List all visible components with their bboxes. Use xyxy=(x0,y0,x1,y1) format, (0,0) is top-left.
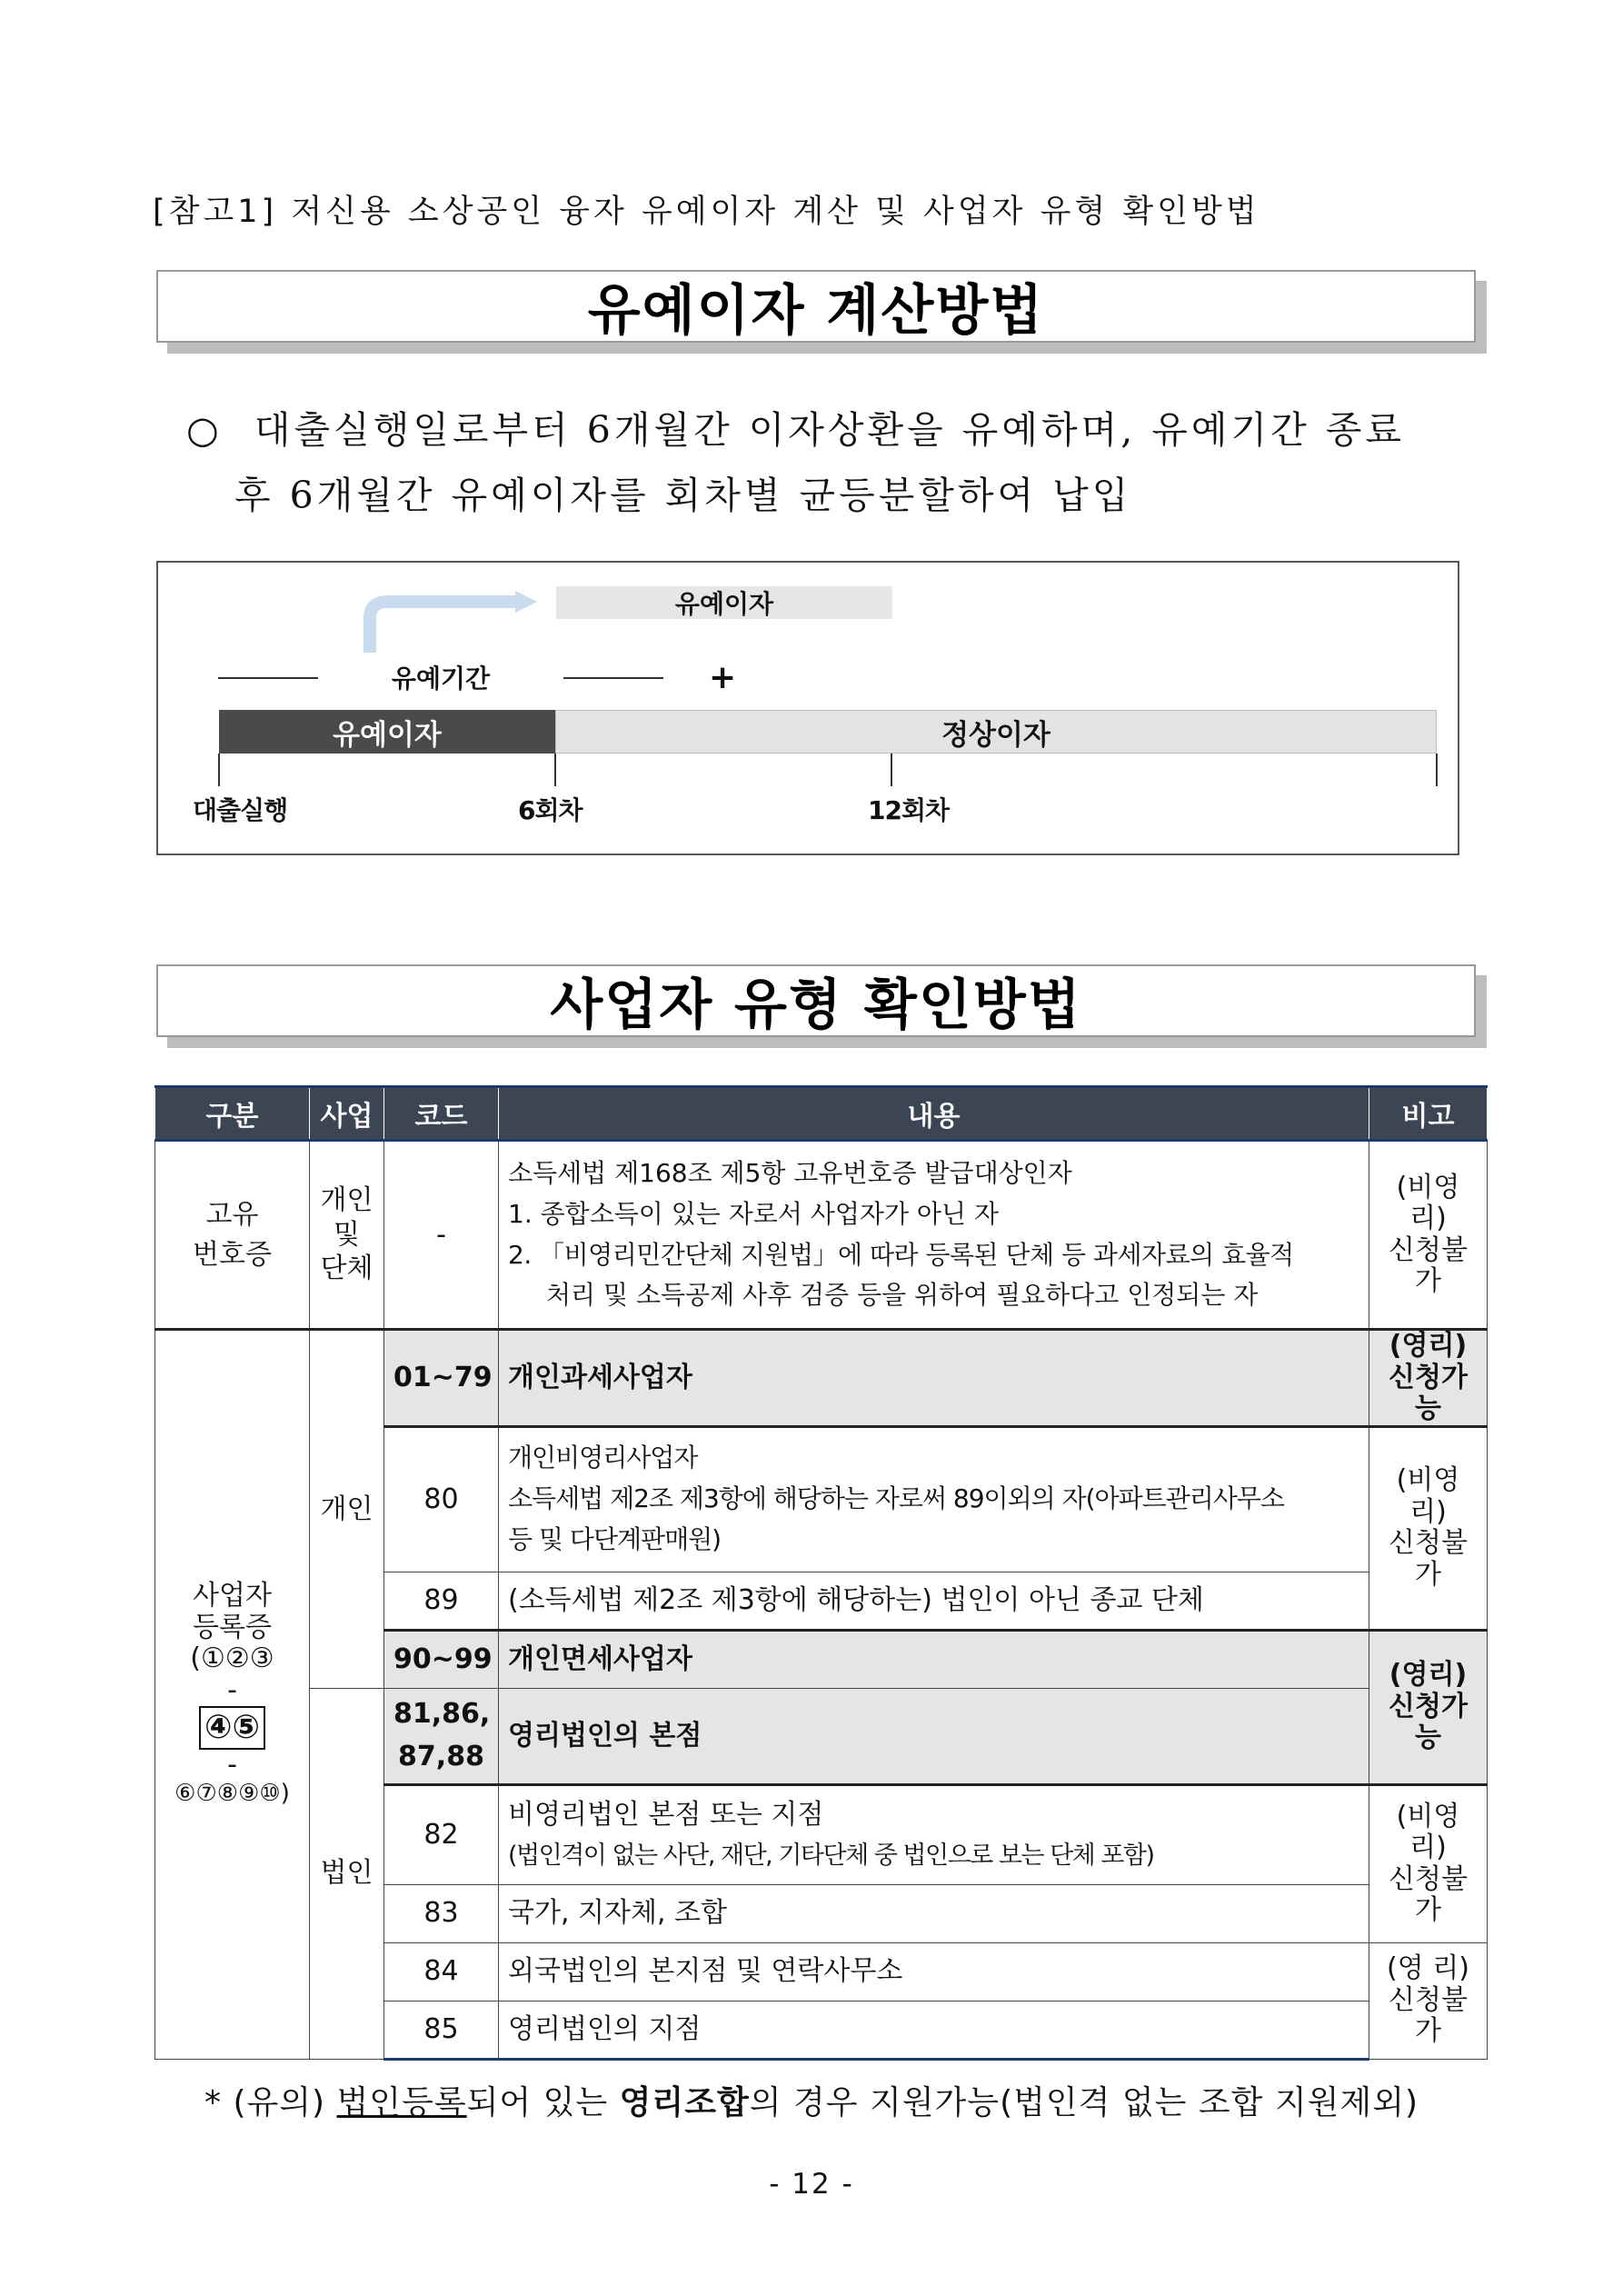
cell-line: 등 및 다단계판매원) xyxy=(508,1523,722,1554)
cell-line: - xyxy=(227,1748,237,1781)
code-cell: 84 xyxy=(384,1942,499,2001)
business-individual: 개인 xyxy=(310,1330,384,1689)
period-line-right xyxy=(563,677,663,679)
content-cell: 개인면세사업자 xyxy=(499,1630,1369,1688)
tick-start xyxy=(218,754,220,786)
header-business: 사업 xyxy=(310,1087,384,1141)
table-row xyxy=(155,1688,1488,1784)
table-header-row xyxy=(155,1087,1488,1141)
note-cell xyxy=(1369,1141,1488,1330)
cell-line: 등록증 xyxy=(193,1611,272,1643)
code-cell: 85 xyxy=(384,2001,499,2059)
cell-line: 개인비영리사업자 xyxy=(508,1442,698,1473)
category-unique-number xyxy=(155,1141,310,1330)
content-cell: 외국법인의 본지점 및 연락사무소 xyxy=(499,1942,1369,2001)
period-text: 유예기간 xyxy=(391,664,491,694)
normal-interest-bar: 정상이자 xyxy=(555,710,1437,754)
deferral-period-label xyxy=(327,659,554,695)
content-cell: 개인과세사업자 xyxy=(499,1330,1369,1427)
reference-heading: [참고1] 저신용 소상공인 융자 유예이자 계산 및 사업자 유형 확인방법 xyxy=(153,194,1260,230)
content-cell xyxy=(499,1426,1369,1572)
note-cell xyxy=(1369,1942,1488,2059)
code-cell xyxy=(384,1688,499,1784)
content-cell xyxy=(499,1141,1369,1330)
content-cell: 영리법인의 본점 xyxy=(499,1688,1369,1784)
cell-line: 소득세법 제168조 제5항 고유번호증 발급대상인자 xyxy=(508,1157,1072,1188)
cell-line: 번호증 xyxy=(193,1238,272,1271)
content-cell: (소득세법 제2조 제3항에 해당하는) 법인이 아닌 종교 단체 xyxy=(499,1572,1369,1630)
cell-line: 사업자 xyxy=(193,1580,272,1612)
cell-line: 및 xyxy=(334,1218,360,1251)
cell-line: 신청가능 xyxy=(1389,1690,1468,1754)
deferred-interest-bar: 유예이자 xyxy=(219,710,555,754)
cell-line: 처리 및 소득공제 사후 검증 등을 위하여 필요하다고 인정되는 자 xyxy=(546,1280,1259,1311)
header-category: 구분 xyxy=(155,1087,310,1141)
tick-6 xyxy=(554,754,556,786)
cell-line: 1. 종합소득이 있는 자로서 사업자가 아닌 자 xyxy=(508,1198,999,1229)
code-cell: 01~79 xyxy=(384,1330,499,1427)
cell-line: (①②③ xyxy=(190,1642,274,1675)
bullet-line-2: 후 6개월간 유예이자를 회차별 균등분할하여 납입 xyxy=(234,474,1132,517)
cell-line: 87,88 xyxy=(398,1740,484,1772)
footnote-middle: 되어 있는 xyxy=(466,2084,620,2121)
cell-line: 비영리법인 본점 또는 지점 xyxy=(508,1799,824,1832)
code-cell: - xyxy=(384,1141,499,1330)
tick-end xyxy=(1436,754,1438,786)
header-note: 비고 xyxy=(1369,1087,1488,1141)
tick-label-12: 12회차 xyxy=(868,795,950,825)
cell-line: 신청불가 xyxy=(1389,1862,1468,1926)
section-title-business-type xyxy=(156,964,1476,1037)
category-business-registration xyxy=(155,1330,310,2060)
content-cell xyxy=(499,1784,1369,1884)
cell-line: (비영리) xyxy=(1396,1171,1460,1234)
cell-line: 81,86, xyxy=(393,1698,491,1730)
cell-line: 신청불가 xyxy=(1389,1983,1468,2048)
note-cell xyxy=(1369,1330,1488,1427)
cell-line: 단체 xyxy=(320,1253,373,1285)
plus-sign: + xyxy=(709,659,737,696)
footnote-suffix: 의 경우 지원가능(법인격 없는 조합 지원제외) xyxy=(749,2084,1419,2121)
code-cell: 82 xyxy=(384,1784,499,1884)
cell-line: - xyxy=(227,1673,237,1706)
header-content: 내용 xyxy=(499,1087,1369,1141)
section-title-text: 유예이자 계산방법 xyxy=(587,279,1045,343)
business-individual-and-group xyxy=(310,1141,384,1330)
tick-label-start: 대출실행 xyxy=(193,795,288,825)
bullet-text-1: 대출실행일로부터 6개월간 이자상환을 유예하며, 유예기간 종료 xyxy=(254,408,1405,452)
section-title-text: 사업자 유형 확인방법 xyxy=(550,973,1082,1037)
cell-line: 소득세법 제2조 제3항에 해당하는 자로써 89이외의 자(아파트관리사무소 xyxy=(508,1483,1284,1514)
cell-line: 신청불가 xyxy=(1389,1233,1468,1297)
header-code: 코드 xyxy=(384,1087,499,1141)
section-title-deferred-interest xyxy=(156,270,1476,343)
content-cell: 국가, 지자체, 조합 xyxy=(499,1884,1369,1942)
cell-line: (비영리) xyxy=(1396,1464,1460,1528)
cell-line: (법인격이 없는 사단, 재단, 기타단체 중 법인으로 보는 단체 포함) xyxy=(508,1841,1154,1870)
cell-line: 신청불가 xyxy=(1389,1527,1468,1591)
deferred-interest-top-bar: 유예이자 xyxy=(556,586,892,619)
cell-line: (영 리) xyxy=(1387,1952,1469,1985)
code-cell: 89 xyxy=(384,1572,499,1630)
cell-line: (영리) xyxy=(1389,1330,1468,1362)
cell-line: (영리) xyxy=(1389,1659,1468,1692)
table-row xyxy=(155,1330,1488,1427)
period-line-left xyxy=(218,677,318,679)
code-cell: 90~99 xyxy=(384,1630,499,1688)
code-cell: 83 xyxy=(384,1884,499,1942)
footnote-bold: 영리조합 xyxy=(619,2084,750,2121)
footnote-prefix: * (유의) xyxy=(204,2084,337,2121)
highlighted-circled-numbers: ④⑤ xyxy=(199,1706,265,1749)
bullet-circle: ○ xyxy=(186,408,219,452)
footnote xyxy=(204,2077,1419,2123)
code-cell: 80 xyxy=(384,1426,499,1572)
tick-label-6: 6회차 xyxy=(518,795,582,825)
business-type-table xyxy=(154,1085,1488,2061)
note-cell xyxy=(1369,1784,1488,1942)
cell-line: ⑥⑦⑧⑨⑩) xyxy=(174,1780,290,1808)
business-corporate: 법인 xyxy=(310,1688,384,2059)
curved-arrow-icon xyxy=(359,582,559,654)
cell-line: 개인 xyxy=(320,1184,373,1217)
page-number: - 12 - xyxy=(769,2168,854,2201)
footnote-underlined: 법인등록 xyxy=(336,2084,467,2121)
note-cell xyxy=(1369,1630,1488,1784)
cell-line: (비영리) xyxy=(1396,1800,1460,1863)
tick-12 xyxy=(891,754,892,786)
table-row xyxy=(155,1141,1488,1330)
note-cell xyxy=(1369,1426,1488,1630)
bullet-line-1 xyxy=(186,400,1405,454)
content-cell: 영리법인의 지점 xyxy=(499,2001,1369,2059)
cell-line: 고유 xyxy=(205,1199,259,1231)
cell-line: 2. 「비영리민간단체 지원법」에 따라 등록된 단체 등 과세자료의 효율적 xyxy=(508,1239,1294,1270)
cell-line: 신청가능 xyxy=(1389,1361,1468,1424)
